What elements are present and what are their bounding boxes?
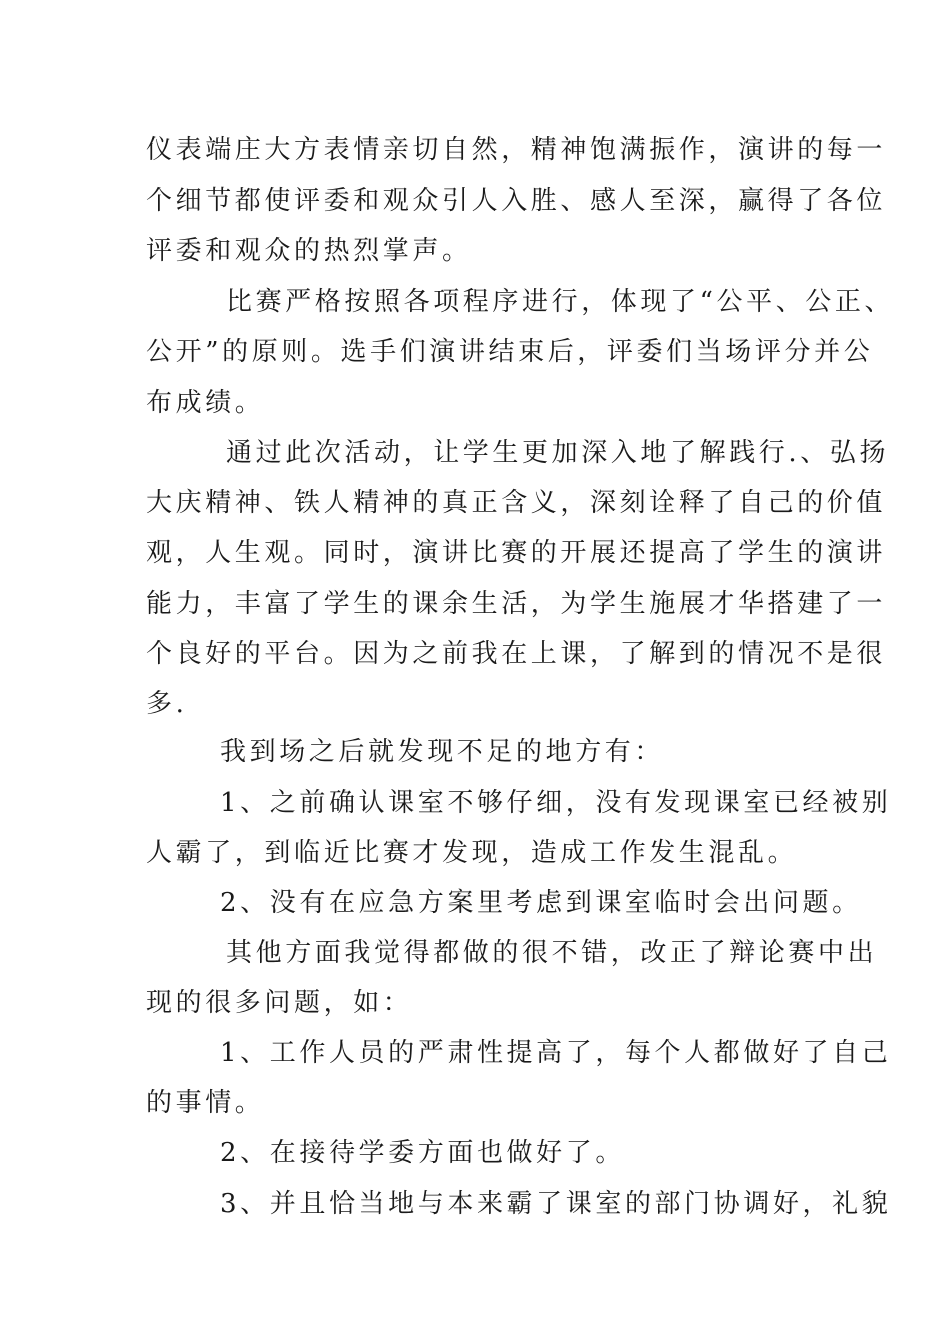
body-line: 的事情。 [146, 1088, 265, 1118]
body-line: 2、没有在应急方案里考虑到课室临时会出问题。 [220, 888, 862, 918]
body-line: 大庆精神、铁人精神的真正含义，深刻诠释了自己的价值 [146, 488, 887, 518]
body-line: 多. [146, 689, 188, 719]
body-line: 我到场之后就发现不足的地方有： [220, 737, 665, 767]
body-line: 评委和观众的热烈掌声。 [146, 236, 472, 266]
body-line: 个细节都使评委和观众引人入胜、感人至深，赢得了各位 [146, 186, 887, 216]
body-line: 3、并且恰当地与本来霸了课室的部门协调好，礼貌 [220, 1189, 892, 1219]
body-line: 个良好的平台。因为之前我在上课，了解到的情况不是很 [146, 639, 887, 669]
body-line: 公开”的原则。选手们演讲结束后，评委们当场评分并公 [146, 337, 874, 367]
body-line: 通过此次活动，让学生更加深入地了解践行.、弘扬 [226, 438, 890, 468]
body-line: 布成绩。 [146, 388, 265, 418]
body-line: 能力，丰富了学生的课余生活，为学生施展才华搭建了一 [146, 589, 887, 619]
body-line: 现的很多问题，如： [146, 988, 413, 1018]
body-line: 比赛严格按照各项程序进行，体现了“公平、公正、 [226, 287, 895, 317]
body-line: 1、工作人员的严肃性提高了，每个人都做好了自己 [220, 1038, 892, 1068]
body-line: 2、在接待学委方面也做好了。 [220, 1138, 625, 1168]
body-line: 观，人生观。同时，演讲比赛的开展还提高了学生的演讲 [146, 538, 887, 568]
body-line: 其他方面我觉得都做的很不错，改正了辩论赛中出 [226, 938, 878, 968]
body-line: 人霸了，到临近比赛才发现，造成工作发生混乱。 [146, 838, 798, 868]
body-line: 仪表端庄大方表情亲切自然，精神饱满振作，演讲的每一 [146, 135, 887, 165]
body-line: 1、之前确认课室不够仔细，没有发现课室已经被别 [220, 788, 892, 818]
